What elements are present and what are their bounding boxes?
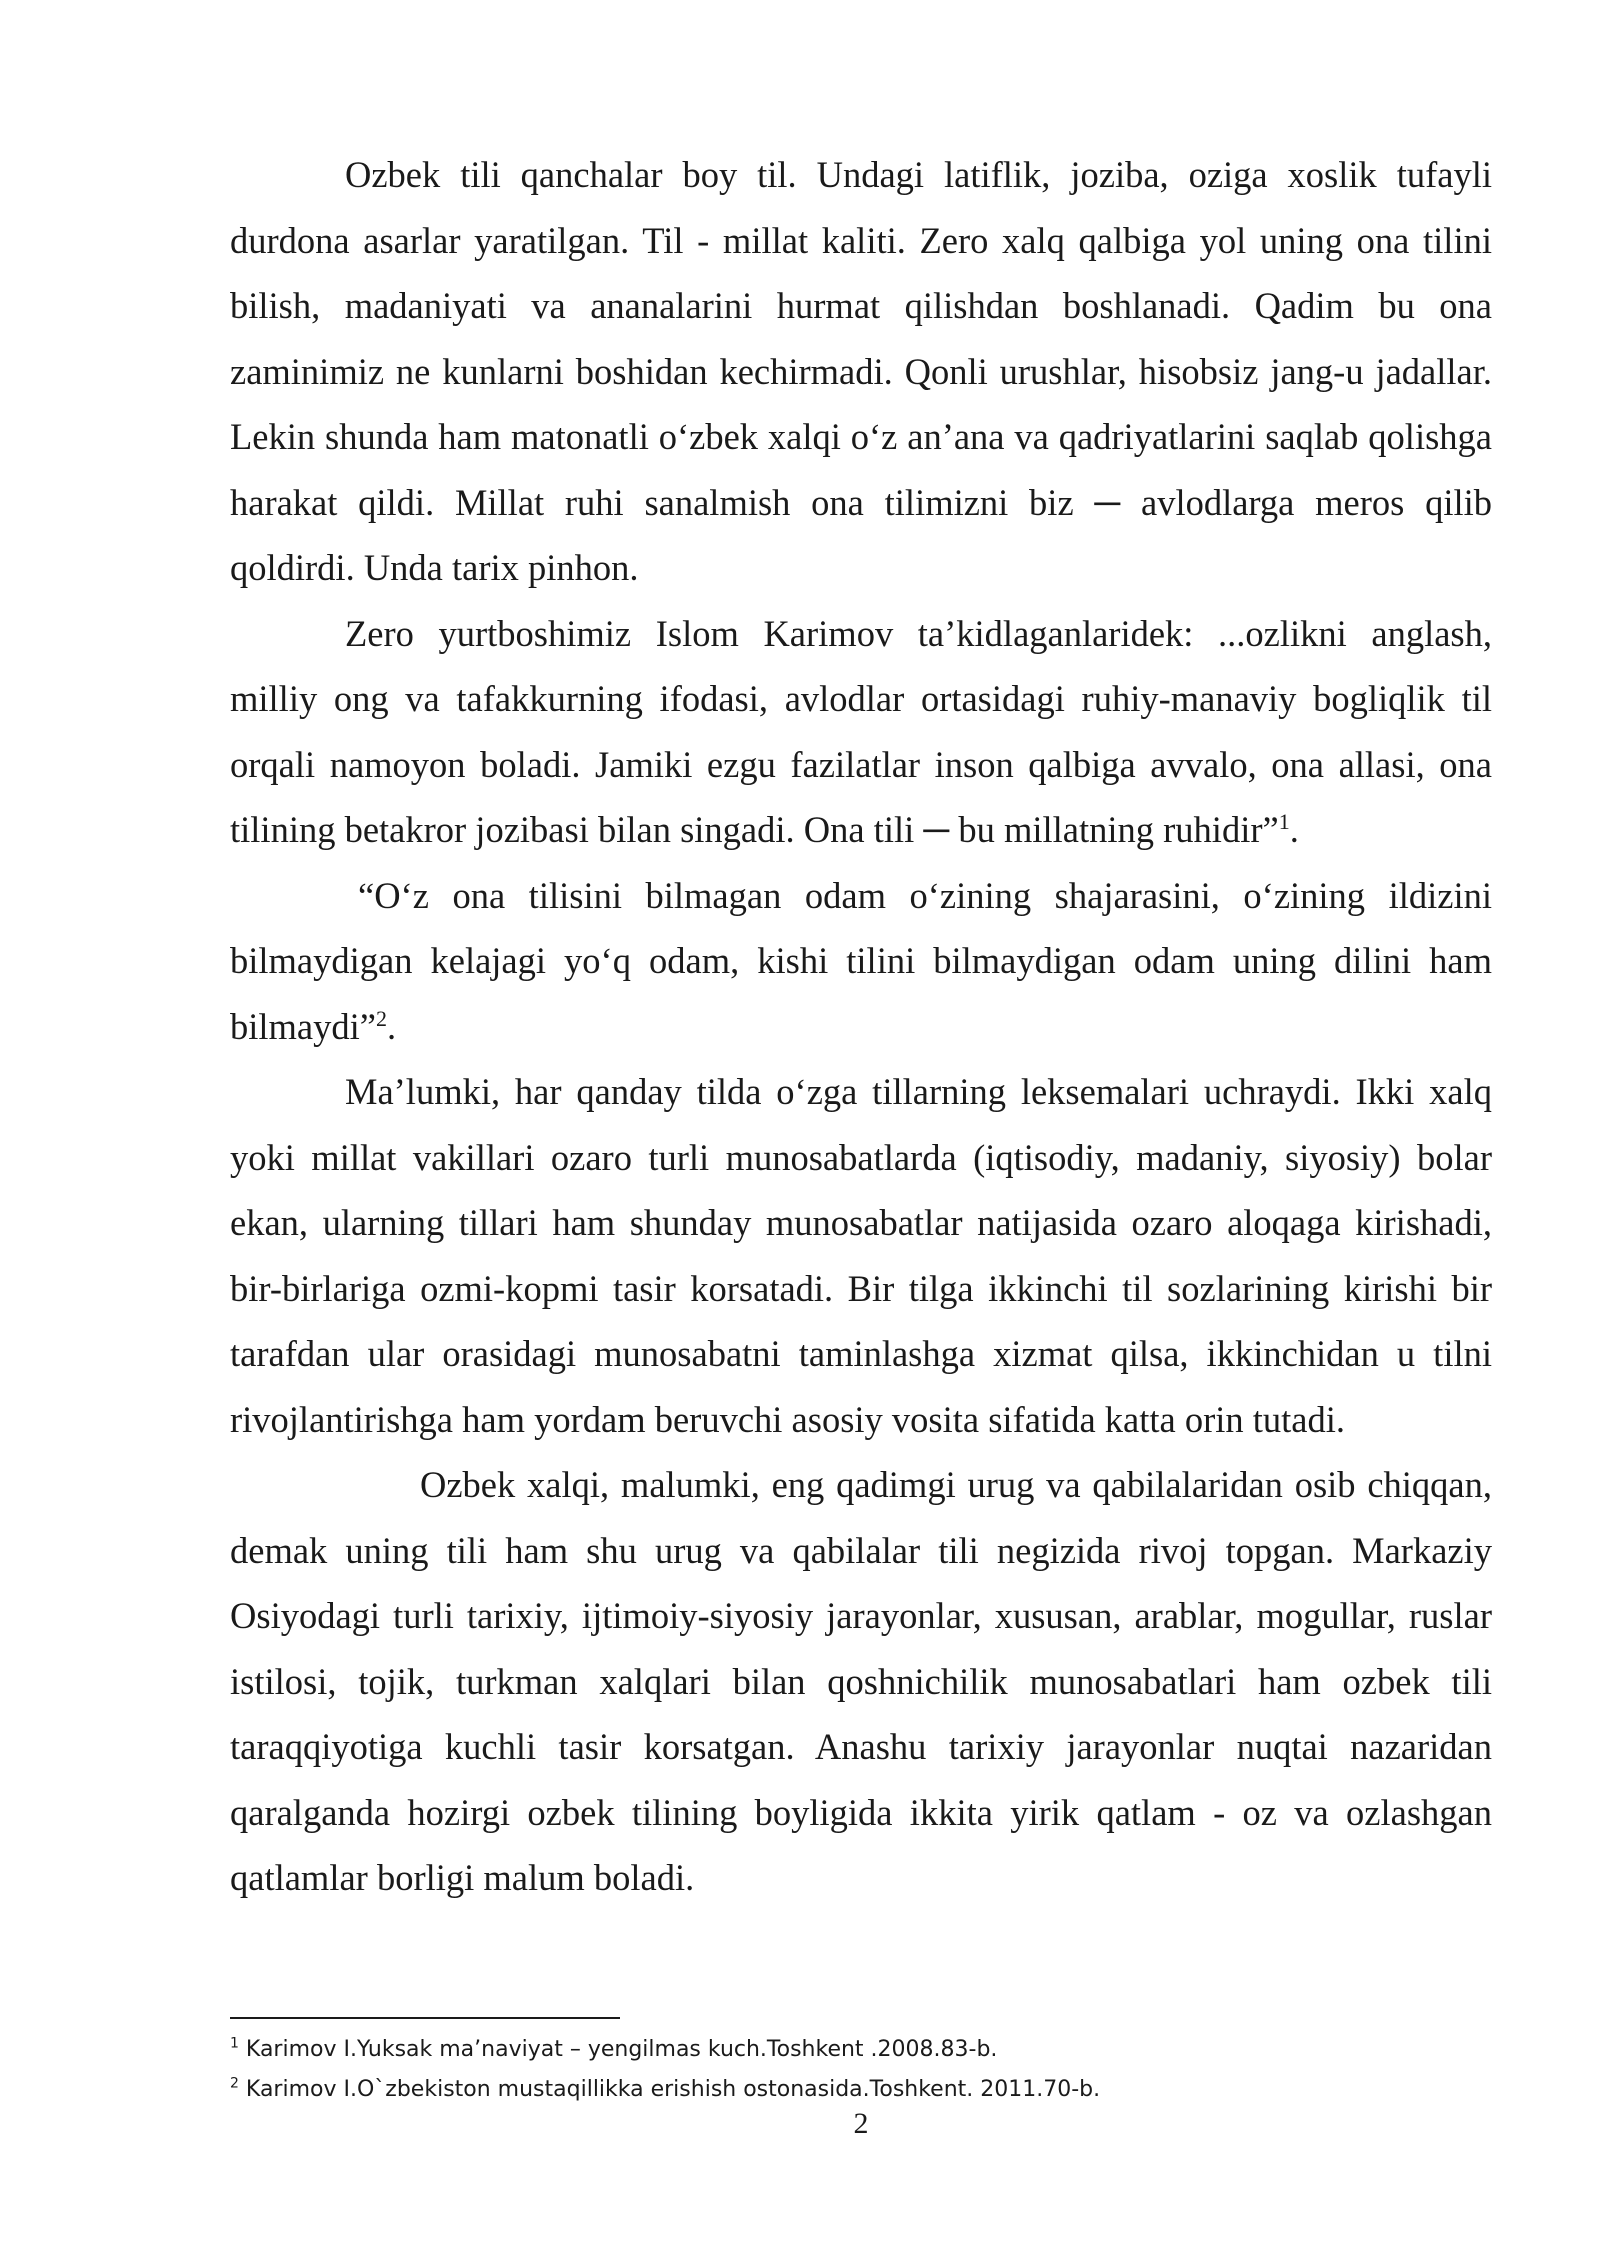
- paragraph-text: Ozbek xalqi, malumki, eng qadimgi urug va qabilalaridan osib chiqqan, demak uning tili ham shu urug va qabilalar tili negizida rivoj topgan. Markaziy Osiyodagi turli tarixiy, ijtimoiy-siyosiy jarayonlar, xususan, arablar, mogullar, ruslar istilosi, tojik, turkman xalqlari bilan qoshnichilik munosabatlari ham ozbek tili taraqqiyotiga kuchli tasir korsatgan. Anashu tarixiy jarayonlar nuqtai nazaridan qaralganda hozirgi ozbek tilining boyligida ikkita yirik qatlam - oz va ozlashgan qatlamlar borligi malum boladi.: [230, 1464, 1492, 1898]
- footnote-ref-1[interactable]: 1: [1278, 808, 1290, 834]
- paragraph-2: [230, 601, 1492, 863]
- paragraph-text: Ma’lumki, har qanday tilda oʻzga tillarning leksemalari uchraydi. Ikki xalq yoki millat vakillari ozaro turli munosabatlarda (iqtisodiy, madaniy, siyosiy) bolar ekan, ularning tillari ham shunday munosabatlar natijasida ozaro aloqaga kirishadi, bir-birlariga ozmi-kopmi tasir korsatadi. Bir tilga ikkinchi til sozlarining kirishi bir tarafdan ular orasidagi munosabatni taminlashga xizmat qilsa, ikkinchidan u tilni rivojlantirishga ham yordam beruvchi asosiy vosita sifatida katta orin tutadi.: [230, 1071, 1492, 1440]
- footnote-text: Karimov I.O`zbekiston mustaqillikka erishish ostonasida.Toshkent. 2011.70-b.: [238, 2077, 1101, 2102]
- paragraph-text: Ozbek tili qanchalar boy til. Undagi latiflik, joziba, oziga xoslik tufayli durdona asarlar yaratilgan. Til - millat kaliti. Zero xalq qalbiga yol uning ona tilini bilish, madaniyati va ananalarini hurmat qilishdan boshlanadi. Qadim bu ona zaminimiz ne kunlarni boshidan kechirmadi. Qonli urushlar, hisobsiz jang-u jadallar. Lekin shunda ham matonatli oʻzbek xalqi oʻz an’ana va qadriyatlarini saqlab qolishga harakat qildi. Millat ruhi sanalmish ona tilimizni biz ─ avlodlarga meros qilib qoldirdi. Unda tarix pinhon.: [230, 154, 1492, 588]
- footnote-2: [230, 2070, 1492, 2110]
- body-text: [230, 142, 1492, 1911]
- paragraph-1: [230, 142, 1492, 601]
- page-number: 2: [853, 2107, 869, 2140]
- footnote-mark: 2: [230, 2075, 239, 2092]
- footnote-text: Karimov I.Yuksak ma’naviyat – yengilmas kuch.Toshkent .2008.83-b.: [238, 2037, 998, 2062]
- paragraph-3: [230, 863, 1492, 1060]
- paragraph-text: Zero yurtboshimiz Islom Karimov ta’kidlaganlaridek: ...ozlikni anglash, milliy ong va tafakkurning ifodasi, avlodlar ortasidagi ruhiy-manaviy bogliqlik til orqali namoyon boladi. Jamiki ezgu fazilatlar inson qalbiga avvalo, ona allasi, ona tilining betakror jozibasi bilan singadi. Ona tili ─ bu millatning ruhidir”: [230, 612, 1492, 850]
- paragraph-text: “Oʻz ona tilisini bilmagan odam oʻzining shajarasini, oʻzining ildizini bilmaydigan kelajagi yoʻq odam, kishi tilini bilmaydigan odam uning dilini ham bilmaydi”: [230, 874, 1492, 1047]
- paragraph-4: [230, 1059, 1492, 1452]
- footnote-separator: [230, 2017, 620, 2019]
- footnote-1: [230, 2030, 1492, 2070]
- paragraph-5: [230, 1452, 1492, 1911]
- footnotes: [230, 2030, 1492, 2110]
- paragraph-tail: .: [1289, 809, 1299, 850]
- footnote-ref-2[interactable]: 2: [375, 1005, 387, 1031]
- paragraph-tail: .: [386, 1005, 397, 1047]
- footnote-mark: 1: [230, 2035, 239, 2052]
